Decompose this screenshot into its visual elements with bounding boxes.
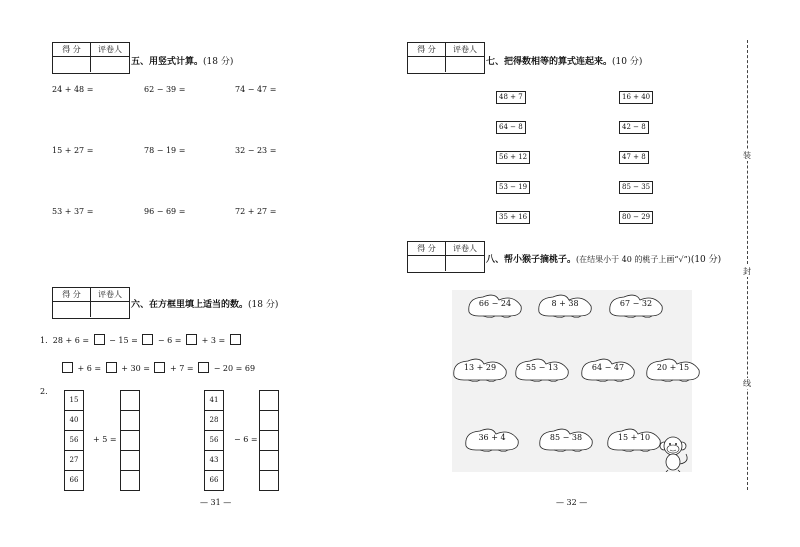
peach[interactable] <box>512 356 572 384</box>
score-cell[interactable] <box>53 302 91 317</box>
calc-item: 62 − 39 = <box>144 85 186 94</box>
score-cell[interactable] <box>53 57 91 72</box>
table-cell: 28 <box>205 411 223 431</box>
calc-item: 15 + 27 = <box>52 146 94 155</box>
table-cell: 15 <box>65 391 83 411</box>
peach-label: 36 + 4 <box>478 433 506 442</box>
grader-label: 评卷人 <box>91 43 129 57</box>
score-box-section8 <box>407 241 485 273</box>
answer-box[interactable] <box>62 362 73 373</box>
score-cell[interactable] <box>408 256 446 271</box>
answer-cell[interactable] <box>121 431 139 451</box>
table2-operation: − 6 = <box>234 435 258 444</box>
peach-label: 64 − 47 <box>591 363 625 372</box>
answer-box[interactable] <box>154 362 165 373</box>
score-label: 得 分 <box>53 288 91 302</box>
match-left-item[interactable]: 56 + 12 <box>496 151 530 164</box>
table-cell: 40 <box>65 411 83 431</box>
match-left-item[interactable]: 35 + 16 <box>496 211 530 224</box>
answer-box[interactable] <box>94 334 105 345</box>
grader-cell[interactable] <box>446 256 484 271</box>
answer-cell[interactable] <box>260 391 278 411</box>
peach-label: 8 + 38 <box>551 299 579 308</box>
calc-item: 72 + 27 = <box>235 207 277 216</box>
match-left-item[interactable]: 48 + 7 <box>496 91 526 104</box>
table-cell: 66 <box>69 476 79 484</box>
table-cell: 66 <box>209 476 219 484</box>
section6-title: 六、在方框里填上适当的数。(18 分) <box>131 300 279 310</box>
table2-input-column <box>204 390 224 491</box>
grader-cell[interactable] <box>91 302 129 317</box>
peach-label: 55 − 13 <box>525 363 559 372</box>
table-cell: 41 <box>205 391 223 411</box>
answer-cell[interactable] <box>121 451 139 471</box>
page-number-right: — 32 — <box>556 498 588 507</box>
grader-cell[interactable] <box>446 57 484 72</box>
peach-label: 13 + 29 <box>463 363 497 372</box>
q2-label: 2. <box>40 387 48 396</box>
answer-cell[interactable] <box>121 471 139 490</box>
score-label: 得 分 <box>408 43 446 57</box>
calc-item: 74 − 47 = <box>235 85 277 94</box>
answer-box[interactable] <box>142 334 153 345</box>
table-cell: 27 <box>65 451 83 471</box>
peach-label: 15 + 10 <box>617 433 651 442</box>
match-right-item[interactable]: 16 + 40 <box>619 91 653 104</box>
table-cell: 56 <box>65 431 83 451</box>
peach[interactable] <box>536 426 596 454</box>
binding-char: 封 <box>743 267 751 276</box>
peach[interactable] <box>606 292 666 320</box>
answer-cell[interactable] <box>260 451 278 471</box>
match-right-item[interactable]: 80 − 29 <box>619 211 653 224</box>
section8-title: 八、帮小猴子摘桃子。(在结果小于 40 的桃子上画“√”)(10 分) <box>486 255 722 265</box>
calc-item: 32 − 23 = <box>235 146 277 155</box>
score-label: 得 分 <box>408 242 446 256</box>
peach[interactable] <box>450 356 510 384</box>
score-box-section7 <box>407 42 485 74</box>
peach-label: 20 + 15 <box>656 363 690 372</box>
answer-box[interactable] <box>186 334 197 345</box>
peach-label: 67 − 32 <box>619 299 653 308</box>
peach[interactable] <box>604 426 664 454</box>
answer-box[interactable] <box>106 362 117 373</box>
score-cell[interactable] <box>408 57 446 72</box>
table2-answer-column[interactable] <box>259 390 279 491</box>
peach-label: 66 − 24 <box>478 299 512 308</box>
grader-label: 评卷人 <box>446 43 484 57</box>
score-box-section5 <box>52 42 130 74</box>
binding-char: 装 <box>743 151 751 160</box>
answer-box[interactable] <box>198 362 209 373</box>
peach-label: 85 − 38 <box>549 433 583 442</box>
match-right-item[interactable]: 47 + 8 <box>619 151 649 164</box>
page-number-left: — 31 — <box>200 498 232 507</box>
score-label: 得 分 <box>53 43 91 57</box>
answer-cell[interactable] <box>260 471 278 490</box>
peach[interactable] <box>462 426 522 454</box>
match-right-item[interactable]: 42 − 8 <box>619 121 649 134</box>
peach[interactable] <box>643 356 703 384</box>
match-left-item[interactable]: 64 − 8 <box>496 121 526 134</box>
calc-item: 24 + 48 = <box>52 85 94 94</box>
answer-box[interactable] <box>230 334 241 345</box>
section7-title: 七、把得数相等的算式连起来。(10 分) <box>486 57 643 67</box>
q1-line2: + 6 = + 30 = + 7 = − 20 = 69 <box>60 362 255 373</box>
answer-cell[interactable] <box>260 431 278 451</box>
calc-item: 96 − 69 = <box>144 207 186 216</box>
calc-item: 78 − 19 = <box>144 146 186 155</box>
table1-operation: + 5 = <box>93 435 117 444</box>
section5-title: 五、用竖式计算。(18 分) <box>131 57 234 67</box>
table-cell: 43 <box>205 451 223 471</box>
match-left-item[interactable]: 53 − 19 <box>496 181 530 194</box>
binding-char: 线 <box>743 379 751 388</box>
answer-cell[interactable] <box>121 411 139 431</box>
peach[interactable] <box>578 356 638 384</box>
answer-cell[interactable] <box>260 411 278 431</box>
peach[interactable] <box>465 292 525 320</box>
table1-answer-column[interactable] <box>120 390 140 491</box>
q1-line1: 1. 28 + 6 = − 15 = − 6 = + 3 = <box>40 334 243 345</box>
score-box-section6 <box>52 287 130 319</box>
grader-label: 评卷人 <box>446 242 484 256</box>
calc-item: 53 + 37 = <box>52 207 94 216</box>
grader-label: 评卷人 <box>91 288 129 302</box>
match-right-item[interactable]: 85 − 35 <box>619 181 653 194</box>
answer-cell[interactable] <box>121 391 139 411</box>
table-cell: 56 <box>205 431 223 451</box>
grader-cell[interactable] <box>91 57 129 72</box>
table1-input-column <box>64 390 84 491</box>
peach[interactable] <box>535 292 595 320</box>
binding-line <box>747 40 748 490</box>
monkey-icon <box>656 434 692 472</box>
